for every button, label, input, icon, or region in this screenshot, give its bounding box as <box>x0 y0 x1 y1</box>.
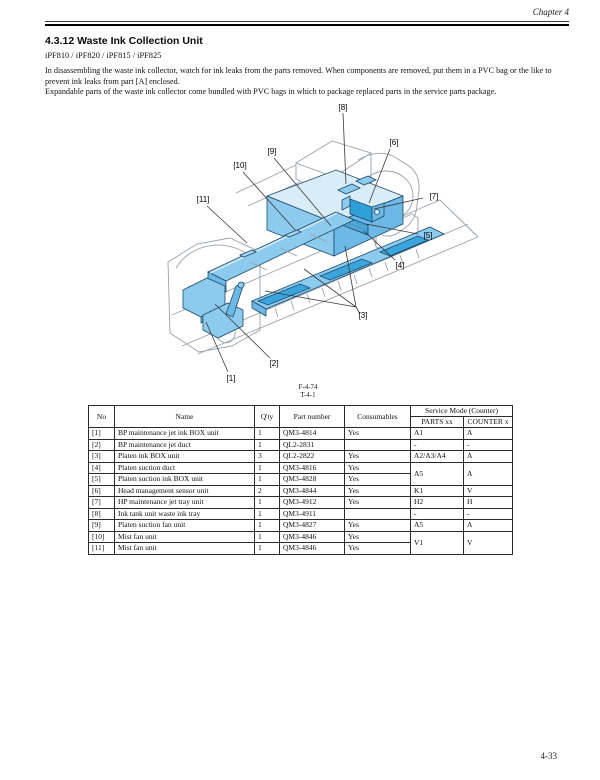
section-title: 4.3.12 Waste Ink Collection Unit <box>45 35 203 47</box>
page-number: 4-33 <box>540 751 557 761</box>
col-header-counter: COUNTER x <box>464 417 513 428</box>
callout-10: [10] <box>233 161 247 170</box>
callout-11: [11] <box>196 195 210 204</box>
col-header-parts: PARTS xx <box>411 417 464 428</box>
figure-caption <box>256 383 360 399</box>
callout-7: [7] <box>429 192 439 201</box>
table-header-row <box>89 406 513 417</box>
callout-4: [4] <box>395 261 405 270</box>
col-header-consumables: Consumables <box>345 406 411 428</box>
table-row: [8] Ink tank unit waste ink tray 1 QM3-4911 - - <box>89 508 513 520</box>
chapter-header: Chapter 4 <box>532 7 569 17</box>
callout-6: [6] <box>389 138 399 147</box>
table-row: [9] Platen suction fan unit 1 QM3-4827 Yes A5 A <box>89 520 513 532</box>
figure-diagram <box>100 95 480 405</box>
callout-2: [2] <box>269 359 279 368</box>
exploded-view-figure <box>100 95 480 405</box>
table-row: [6] Head management sensor unit 2 QM3-4844 Yes K1 V <box>89 485 513 497</box>
callout-9: [9] <box>267 147 277 156</box>
col-header-name: Name <box>115 406 255 428</box>
paragraph-1: In disassembling the waste ink collector, watch for ink leaks from the parts removed. When components are removed, put them in a PVC bag or the like to prevent ink leaks from part [A] enclosed. <box>45 66 552 86</box>
table-row: [3] Platen ink BOX unit 3 QL2-2822 Yes A2/A3/A4 A <box>89 451 513 463</box>
col-header-qty: Q'ty <box>255 406 280 428</box>
header-double-rule <box>45 21 569 26</box>
callout-5: [5] <box>423 231 433 240</box>
callout-8: [8] <box>338 103 348 112</box>
table-row: [4] Platen suction duct 1 QM3-4816 Yes A5 A <box>89 462 513 474</box>
callout-3: [3] <box>358 311 368 320</box>
table-row: [5] Platen suction ink BOX unit 1 QM3-4828 Yes <box>89 474 513 486</box>
table-row: [11] Mist fan unit 1 QM3-4846 Yes <box>89 543 513 555</box>
col-header-part-number: Part number <box>280 406 345 428</box>
table-row: [10] Mist fan unit 1 QM3-4846 Yes V1 V <box>89 531 513 543</box>
col-header-service-mode: Service Mode (Counter) <box>411 406 513 417</box>
figure-number: F-4-74 <box>298 383 318 391</box>
body-paragraphs <box>45 66 575 98</box>
col-header-no: No <box>89 406 115 428</box>
callout-1: [1] <box>226 374 236 383</box>
table-row: [7] HP maintenance jet tray unit 1 QM3-4912 Yes H2 H <box>89 497 513 509</box>
model-list: iPF810 / iPF820 / iPF815 / iPF825 <box>45 51 162 60</box>
parts-table <box>88 405 513 555</box>
table-number: T-4-1 <box>300 391 316 399</box>
table-row: [1] BP maintenance jet ink BOX unit 1 QM3-4814 Yes A1 A <box>89 428 513 440</box>
paragraph-2: Expandable parts of the waste ink collector come bundled with PVC bags in which to package replaced parts in the service parts package. <box>45 87 497 96</box>
table-row: [2] BP maintenance jet duct 1 QL2-2831 - - <box>89 439 513 451</box>
